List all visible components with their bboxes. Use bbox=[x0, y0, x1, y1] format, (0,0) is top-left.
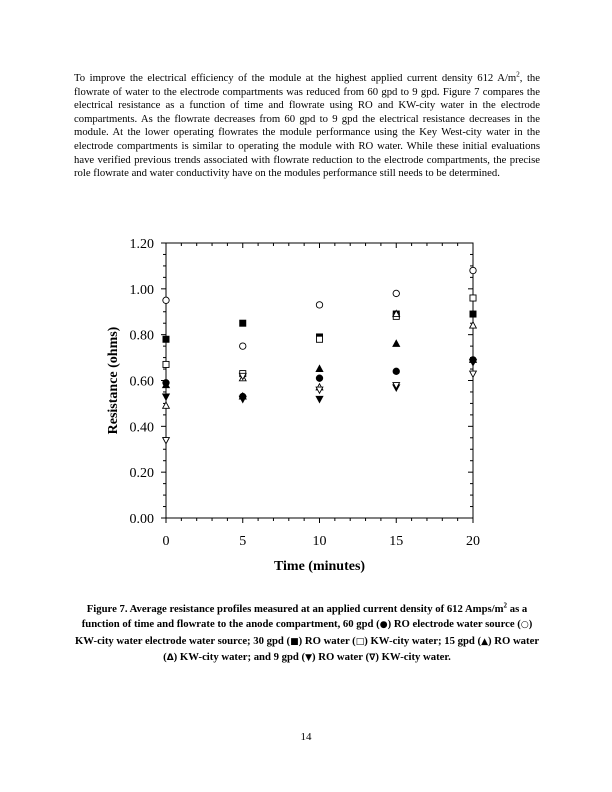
data-point-triangle-up-filled bbox=[316, 365, 323, 371]
x-tick-label: 20 bbox=[466, 534, 480, 549]
data-point-triangle-down-filled bbox=[163, 394, 170, 400]
data-point-circle-open bbox=[163, 297, 169, 303]
x-tick-label: 5 bbox=[239, 534, 247, 549]
caption-text-1: Figure 7. Average resistance profiles measured at an applied current density of 612 Amps/m bbox=[86, 603, 504, 615]
caption-text-5: ) RO water ( bbox=[298, 634, 356, 647]
y-tick-label: 0.40 bbox=[129, 420, 154, 436]
caption-text-9: ) RO water ( bbox=[312, 651, 370, 664]
caption-text-8: ) KW-city water; and 9 gpd ( bbox=[173, 651, 306, 664]
data-point-triangle-down-open bbox=[470, 371, 477, 377]
y-tick-label: 1.20 bbox=[129, 237, 154, 252]
y-tick-label: 0.80 bbox=[129, 328, 154, 344]
filled-triangle-down-symbol: ▼ bbox=[305, 653, 312, 664]
data-point-square-filled bbox=[470, 311, 476, 317]
data-point-square-open bbox=[470, 295, 476, 301]
filled-circle-symbol: ● bbox=[379, 620, 388, 631]
page-number: 14 bbox=[300, 731, 312, 743]
chart-labels bbox=[106, 237, 480, 574]
filled-square-symbol: ■ bbox=[290, 636, 299, 647]
y-axis-title: Resistance (ohms) bbox=[106, 326, 121, 435]
y-tick-label: 0.00 bbox=[129, 512, 154, 527]
x-tick-label: 10 bbox=[312, 534, 327, 549]
data-point-circle-open bbox=[393, 290, 399, 296]
data-point-triangle-up-filled bbox=[393, 340, 400, 346]
y-tick-label: 1.00 bbox=[129, 282, 154, 298]
caption-text-2: as a function of time and flowrate to the anode compartment, 60 gpd ( bbox=[81, 603, 528, 631]
data-point-circle-filled bbox=[316, 375, 322, 381]
y-tick-label: 0.60 bbox=[129, 374, 154, 390]
caption-superscript: 2 bbox=[503, 601, 508, 610]
data-point-square-open bbox=[163, 361, 169, 367]
caption-text-6: ) KW-city water; 15 gpd ( bbox=[364, 634, 482, 647]
paragraph-text-2: , the flowrate of water to the electrode compartments was reduced from 60 gpd to 9 gpd. Figure 7 compares the electrical resistance as a function of time and flowrate using RO and KW-city water in the electrode compartments. As the flowrate decreases from 60 gpd to 9 gpd the electrical resistance decreases in the module. At the lower operating flowrates the module performance using the Key West-city water in the electrode compartments is similar to operating the module with RO water. While these initial evaluations have verified previous trends associated with flowrate reduction to the electrode compartments, the precise role flowrate and water conductivity have on the modules performance still needs to be determined. bbox=[74, 72, 541, 180]
open-circle-symbol: ○ bbox=[520, 620, 529, 631]
caption-text-10: ) KW-city water. bbox=[375, 651, 451, 664]
y-tick-label: 0.20 bbox=[129, 466, 154, 482]
x-tick-label: 15 bbox=[389, 534, 404, 549]
caption-text-7: ) RO water ( bbox=[163, 634, 540, 664]
paragraph-text-1: To improve the electrical efficiency of the module at the highest applied current density 612 A/m bbox=[74, 72, 517, 84]
open-triangle-up-symbol: Δ bbox=[166, 653, 174, 664]
open-square-symbol: □ bbox=[355, 636, 365, 647]
data-point-triangle-down-open bbox=[163, 438, 170, 444]
paragraph-superscript: 2 bbox=[516, 70, 520, 79]
data-point-square-filled bbox=[240, 320, 246, 326]
chart-marks bbox=[163, 267, 477, 443]
data-point-square-open bbox=[316, 336, 322, 342]
data-point-circle-open bbox=[316, 302, 322, 308]
caption-text-4: ) KW-city water electrode water source; 30 gpd ( bbox=[74, 618, 533, 647]
filled-triangle-up-symbol: ▲ bbox=[481, 636, 489, 647]
chart-axes bbox=[161, 243, 473, 523]
x-axis-title: Time (minutes) bbox=[273, 559, 366, 574]
data-point-triangle-down-filled bbox=[316, 396, 323, 402]
x-tick-label: 0 bbox=[162, 534, 170, 549]
data-point-circle-filled bbox=[393, 368, 399, 374]
data-point-circle-open bbox=[470, 267, 476, 273]
figure-caption bbox=[72, 602, 542, 667]
open-triangle-down-symbol: ∇ bbox=[369, 653, 376, 664]
data-point-circle-open bbox=[240, 343, 246, 349]
caption-text-3: ) RO electrode water source ( bbox=[387, 618, 521, 631]
data-point-square-filled bbox=[163, 336, 169, 342]
